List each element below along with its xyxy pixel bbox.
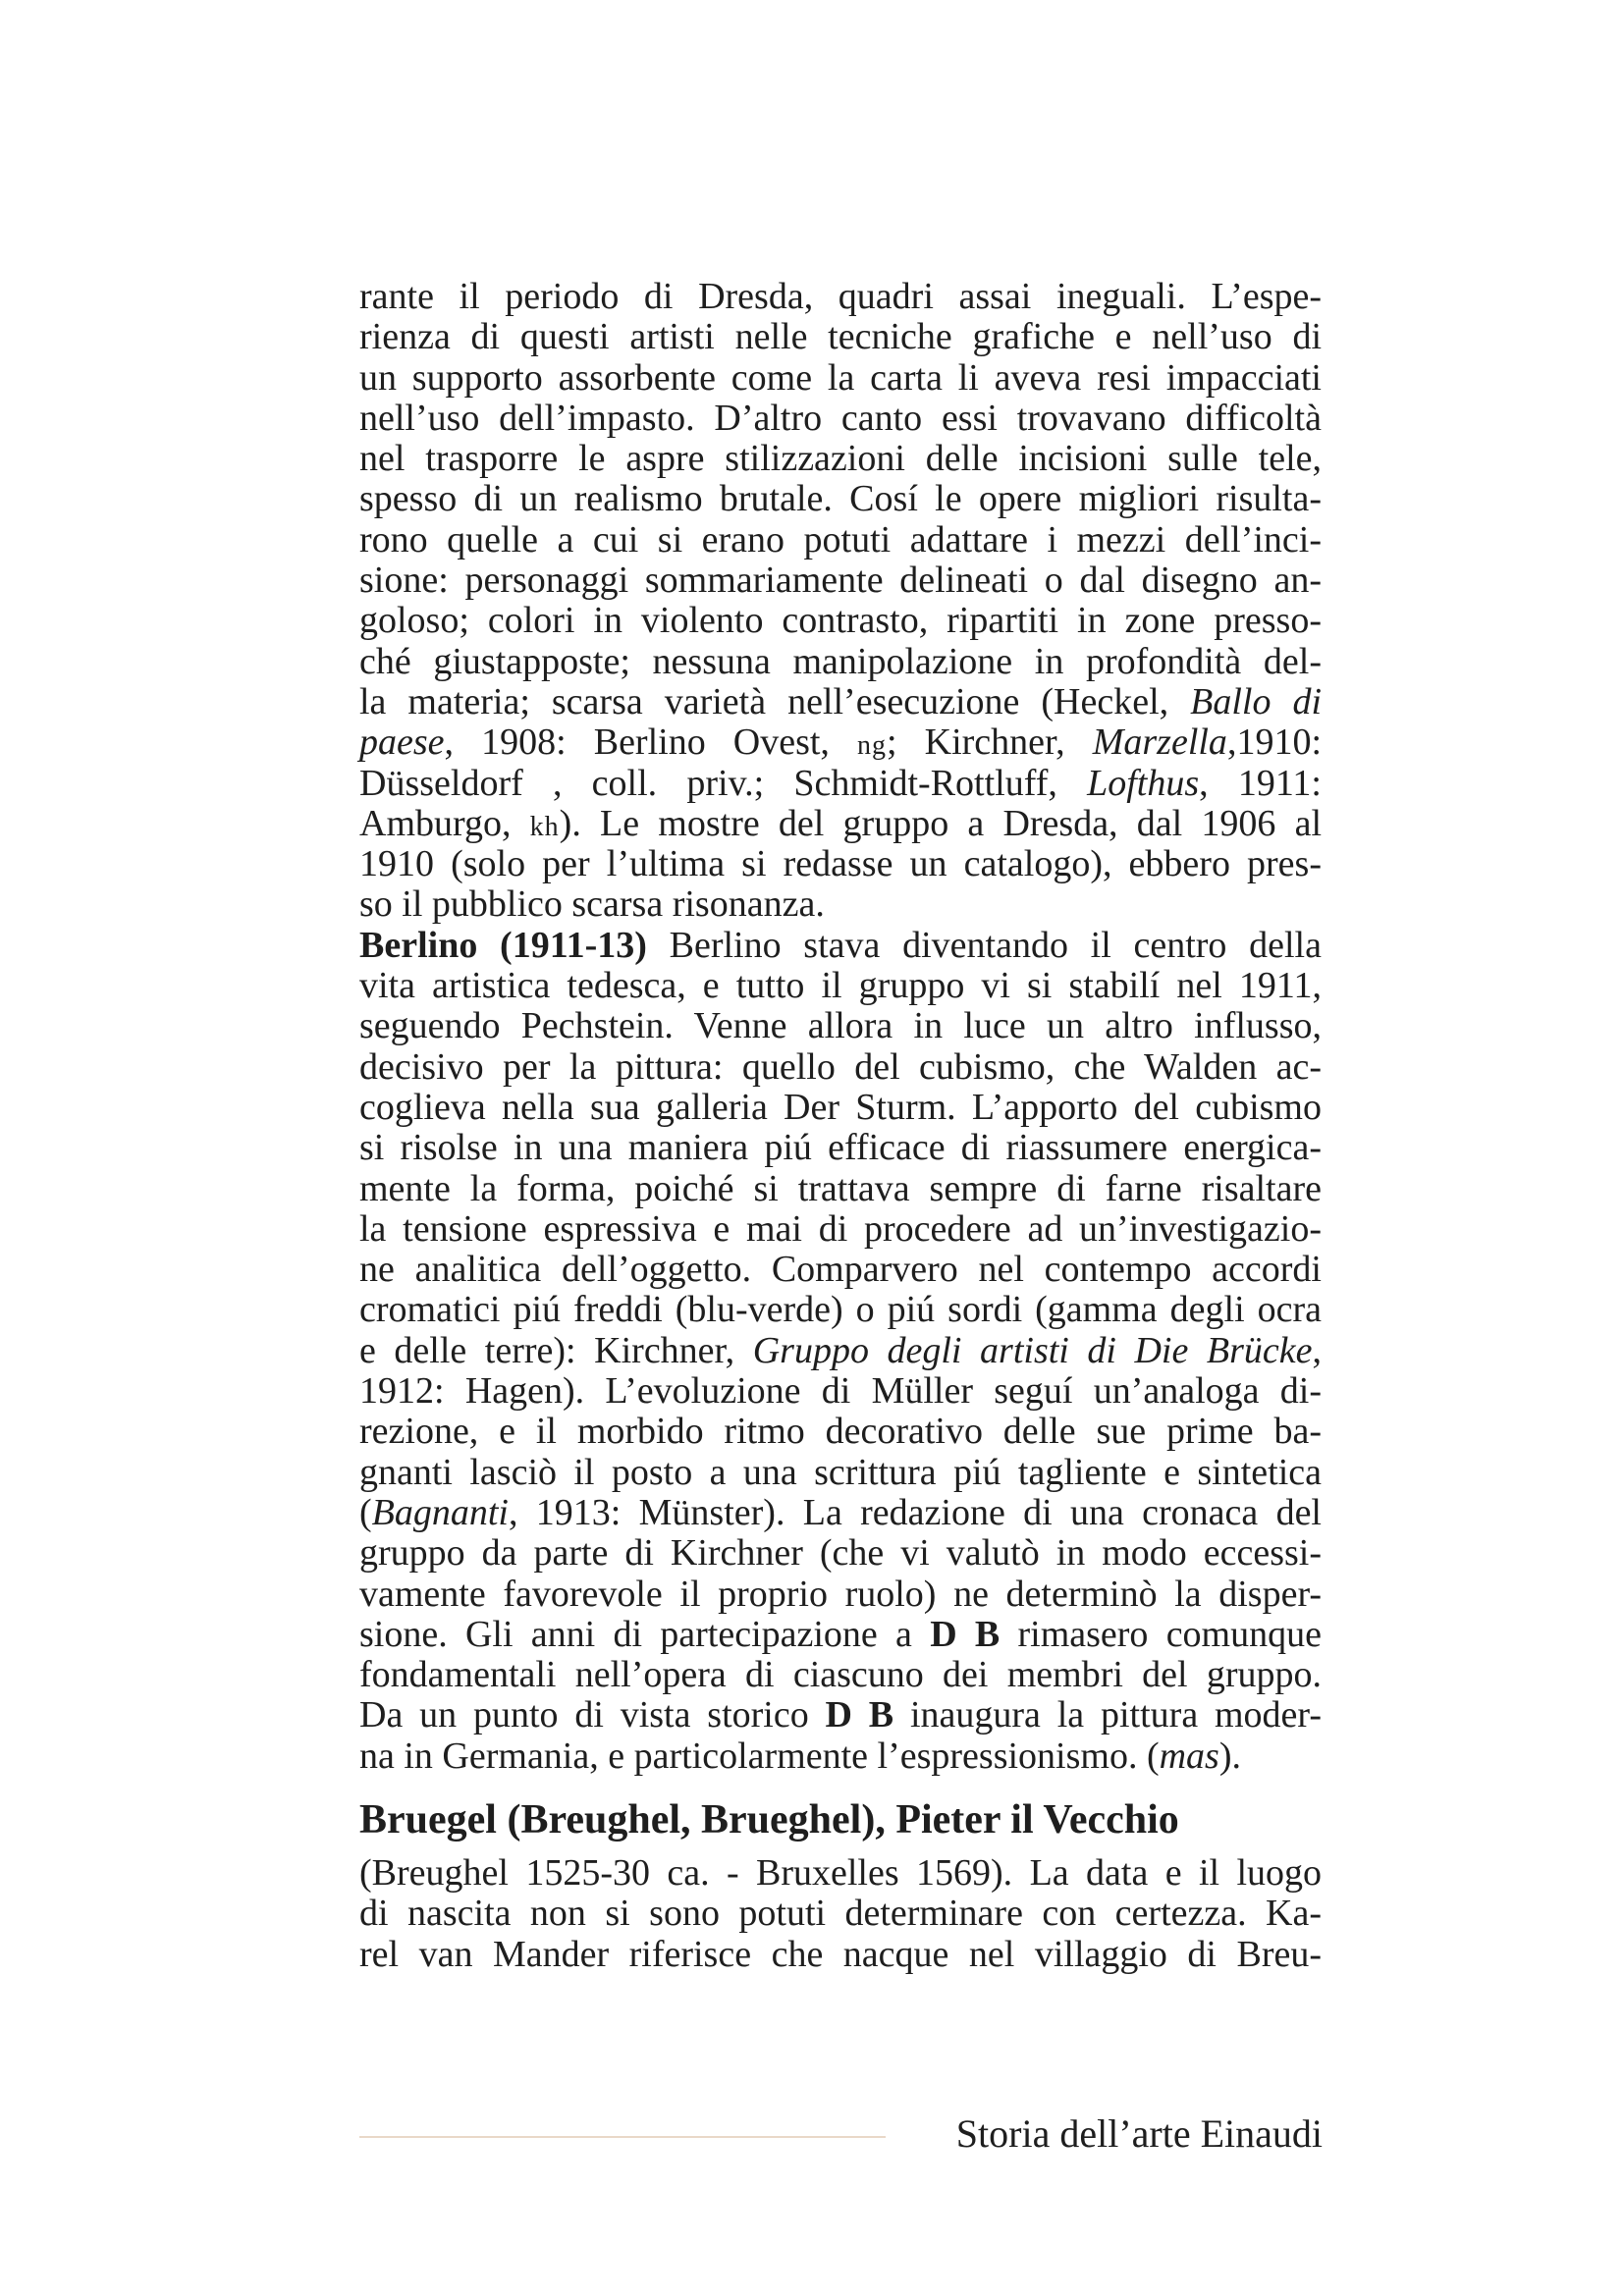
text-line xyxy=(359,1331,1322,1371)
paragraph-bruegel xyxy=(359,1853,1322,1975)
text-line: rono quelle a cui si erano potuti adattare i mezzi dell’inci- xyxy=(359,518,1322,561)
text-segment: sione. Gli anni di partecipazione a xyxy=(359,1613,931,1655)
text-segment: Berlino stava diventando il centro della xyxy=(646,924,1322,966)
text-line: 1912: Hagen). L’evoluzione di Müller seguí un’analoga di- xyxy=(359,1370,1322,1413)
text-line: nel trasporre le aspre stilizzazioni delle incisioni sulle tele, xyxy=(359,438,1322,480)
artwork-title: Lofthus xyxy=(1087,762,1200,804)
text-line xyxy=(359,1695,1322,1735)
text-line xyxy=(359,926,1322,966)
text-line: la tensione espressiva e mai di procedere ad un’investigazio- xyxy=(359,1207,1322,1250)
text-line: rezione, e il morbido ritmo decorativo delle sue prime ba- xyxy=(359,1411,1322,1453)
artwork-title: Ballo di xyxy=(1190,680,1323,722)
text-line: (Breughel 1525-30 ca. - Bruxelles 1569). La data e il luogo xyxy=(359,1851,1322,1894)
text-line: di nascita non si sono potuti determinare con certezza. Ka- xyxy=(359,1893,1322,1935)
text-segment: na in Germania, e particolarmente l’espressionismo. ( xyxy=(359,1735,1160,1777)
text-line xyxy=(359,722,1322,763)
paragraph-dresda xyxy=(359,277,1322,926)
museum-abbreviation: ng xyxy=(857,730,887,762)
artwork-title: Bagnanti xyxy=(371,1491,509,1533)
text-line: si risolse in una maniera piú efficace di riassumere energica- xyxy=(359,1127,1322,1169)
footer-title: Storia dell’arte Einaudi xyxy=(955,2111,1323,2156)
text-line xyxy=(359,764,1322,804)
text-line: rienza di questi artisti nelle tecniche grafiche e nell’uso di xyxy=(359,316,1322,358)
text-line: spesso di un realismo brutale. Cosí le opere migliori risulta- xyxy=(359,478,1322,520)
text-line: seguendo Pechstein. Venne allora in luce un altro influsso, xyxy=(359,1005,1322,1047)
text-segment: ; Kirchner, xyxy=(887,721,1093,764)
text-column xyxy=(359,277,1322,1975)
author-initials: mas xyxy=(1159,1735,1219,1777)
entry-abbreviation: D B xyxy=(930,1613,1001,1655)
artwork-title: Gruppo degli artisti di Die Brücke xyxy=(752,1329,1313,1371)
entry-abbreviation: D B xyxy=(825,1694,894,1736)
text-line xyxy=(359,1736,1322,1777)
text-segment: e delle terre): Kirchner, xyxy=(359,1329,753,1371)
text-line: sione: personaggi sommariamente delineati o dal disegno an- xyxy=(359,560,1322,602)
section-heading: Berlino (1911-13) xyxy=(359,924,647,966)
text-segment: , 1911: xyxy=(1199,762,1322,804)
text-segment: , 1908: Berlino Ovest, xyxy=(444,721,857,764)
text-segment: Da un punto di vista storico xyxy=(359,1694,826,1736)
text-line: gruppo da parte di Kirchner (che vi valutò in modo eccessi- xyxy=(359,1532,1322,1575)
text-line xyxy=(359,682,1322,722)
entry-heading: Bruegel (Breughel, Brueghel), Pieter il Vecchio xyxy=(359,1796,1179,1842)
text-line: so il pubblico scarsa risonanza. xyxy=(359,883,825,926)
text-line: un supporto assorbente come la carta li aveva resi impacciati xyxy=(359,356,1322,399)
museum-abbreviation: kh xyxy=(529,811,560,842)
text-segment: Amburgo, xyxy=(359,802,530,844)
text-line: goloso; colori in violento contrasto, ripartiti in zone presso- xyxy=(359,600,1322,642)
text-line: mente la forma, poiché si trattava sempre di farne risaltare xyxy=(359,1167,1322,1209)
text-line: rel van Mander riferisce che nacque nel villaggio di Breu- xyxy=(359,1933,1322,1975)
text-line xyxy=(359,1615,1322,1655)
text-segment: ( xyxy=(359,1491,372,1533)
text-line: rante il periodo di Dresda, quadri assai ineguali. L’espe- xyxy=(359,276,1322,317)
text-line: vita artistica tedesca, e tutto il gruppo vi si stabilí nel 1911, xyxy=(359,965,1322,1007)
text-segment: ). xyxy=(1218,1735,1241,1777)
text-segment: ). Le mostre del gruppo a Dresda, dal 1906 al xyxy=(559,802,1322,844)
text-line: coglieva nella sua galleria Der Sturm. L’apporto del cubismo xyxy=(359,1086,1322,1128)
artwork-title: Marzella xyxy=(1092,721,1227,764)
text-line: ché giustapposte; nessuna manipolazione in profondità del- xyxy=(359,640,1322,682)
text-line: gnanti lasciò il posto a una scrittura piú tagliente e sintetica xyxy=(359,1451,1322,1493)
text-line: nell’uso dell’impasto. D’altro canto essi trovavano difficoltà xyxy=(359,397,1322,439)
text-line: 1910 (solo per l’ultima si redasse un catalogo), ebbero pres- xyxy=(359,843,1322,885)
text-line: decisivo per la pittura: quello del cubismo, che Walden ac- xyxy=(359,1045,1322,1088)
text-segment: ,1910: xyxy=(1226,721,1322,764)
text-segment: inaugura la pittura moder- xyxy=(893,1694,1322,1736)
paragraph-berlino xyxy=(359,926,1322,1777)
text-line: fondamentali nell’opera di ciascuno dei membri del gruppo. xyxy=(359,1654,1322,1696)
text-line xyxy=(359,1493,1322,1533)
text-segment: , 1913: Münster). La redazione di una cronaca del xyxy=(508,1491,1322,1533)
text-segment: , xyxy=(1312,1329,1323,1371)
artwork-title: paese xyxy=(359,721,445,764)
text-segment: Düsseldorf , coll. priv.; Schmidt-Rottluff, xyxy=(359,762,1088,804)
footer-divider xyxy=(359,2136,886,2138)
text-line: vamente favorevole il proprio ruolo) ne determinò la disper- xyxy=(359,1573,1322,1615)
text-line: cromatici piú freddi (blu-verde) o piú sordi (gamma degli ocra xyxy=(359,1289,1322,1331)
text-segment: rimasero comunque xyxy=(1000,1613,1322,1655)
text-line: ne analitica dell’oggetto. Comparvero nel contempo accordi xyxy=(359,1249,1322,1291)
text-line xyxy=(359,804,1322,844)
text-segment: la materia; scarsa varietà nell’esecuzione (Heckel, xyxy=(359,680,1191,722)
